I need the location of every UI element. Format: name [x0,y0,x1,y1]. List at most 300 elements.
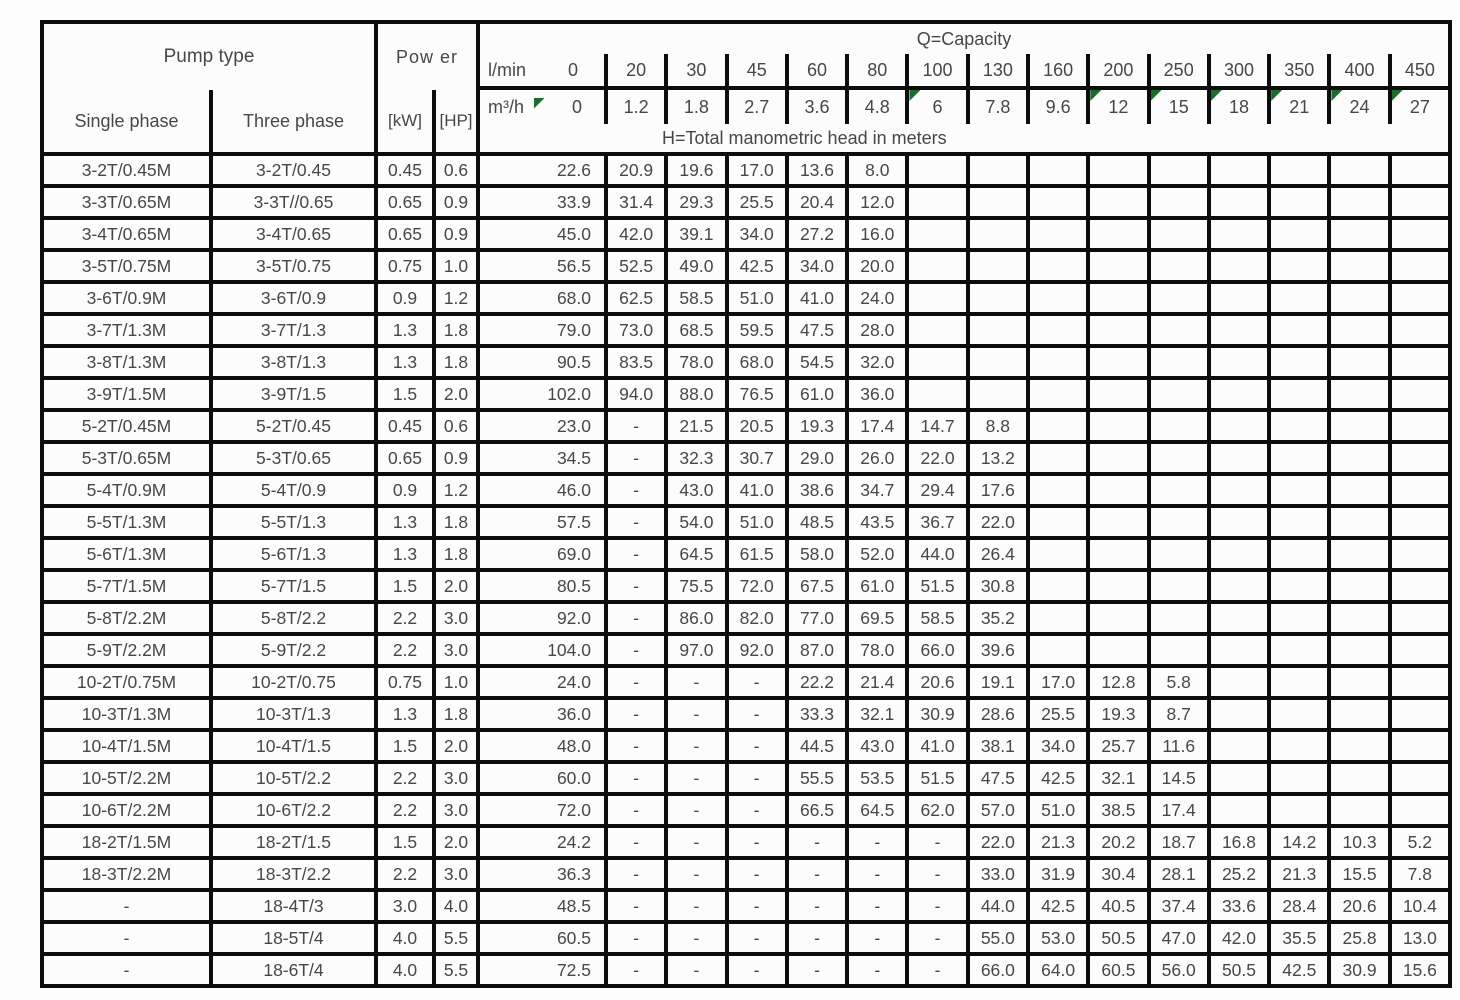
kw-cell: 1.3 [374,344,432,376]
head-value-cell: 57.5 [476,504,604,536]
head-value-cell [966,216,1026,248]
single-phase-cell: 3-9T/1.5M [44,376,209,408]
kw-cell: 1.5 [374,568,432,600]
head-value-cell: 24.0 [845,280,905,312]
head-value-cell: 78.0 [664,344,724,376]
head-value-cell: 76.5 [725,376,785,408]
head-value-cell: - [905,856,965,888]
head-value-cell [1267,536,1327,568]
kw-cell: 1.3 [374,536,432,568]
single-phase-cell: 5-4T/0.9M [44,472,209,504]
head-value-cell: 66.0 [905,632,965,664]
comment-flag-icon [1271,90,1282,101]
head-value-cell [966,152,1026,184]
hp-cell: 3.0 [432,792,476,824]
m3h-value-14: 27 [1388,90,1448,124]
head-value-cell [1388,600,1448,632]
comment-flag-icon [1392,90,1403,101]
single-phase-cell: - [44,952,209,984]
head-value-cell: 94.0 [604,376,664,408]
head-value-cell: 13.6 [785,152,845,184]
three-phase-cell: 5-2T/0.45 [209,408,374,440]
kw-cell: 3.0 [374,888,432,920]
head-value-cell [1147,440,1207,472]
head-value-cell: 31.9 [1026,856,1086,888]
head-value-cell [1267,792,1327,824]
kw-cell: 0.75 [374,248,432,280]
head-value-cell: 32.1 [845,696,905,728]
head-value-cell: 26.4 [966,536,1026,568]
lmin-value-3: 45 [725,54,785,90]
head-value-cell: 75.5 [664,568,724,600]
head-value-cell: 60.5 [476,920,604,952]
head-value-cell [1327,280,1387,312]
single-phase-cell: 3-4T/0.65M [44,216,209,248]
head-value-cell [1267,504,1327,536]
head-value-cell [1026,504,1086,536]
head-value-cell [1207,760,1267,792]
three-phase-cell: 10-6T/2.2 [209,792,374,824]
head-value-cell: 18.7 [1147,824,1207,856]
three-phase-cell: 5-7T/1.5 [209,568,374,600]
head-value-cell [1086,376,1146,408]
head-value-cell: 50.5 [1207,952,1267,984]
head-value-cell: 38.5 [1086,792,1146,824]
head-value-cell [1147,600,1207,632]
kw-cell: 0.45 [374,152,432,184]
head-value-cell: 26.0 [845,440,905,472]
single-phase-cell: 5-8T/2.2M [44,600,209,632]
head-value-cell [1388,216,1448,248]
hp-cell: 1.0 [432,664,476,696]
head-value-cell [1207,440,1267,472]
head-value-cell: 42.5 [725,248,785,280]
head-value-cell: 20.9 [604,152,664,184]
head-value-cell [1267,632,1327,664]
m3h-value-6: 6 [905,90,965,124]
head-value-cell: 44.0 [966,888,1026,920]
head-value-cell [1267,568,1327,600]
head-value-cell: 29.4 [905,472,965,504]
comment-flag-icon [1090,90,1101,101]
head-value-cell: 30.9 [905,696,965,728]
head-value-cell [1267,184,1327,216]
head-value-cell: 82.0 [725,600,785,632]
kw-cell: 4.0 [374,952,432,984]
head-value-cell [1147,216,1207,248]
head-value-cell: 58.5 [905,600,965,632]
head-value-cell [1086,440,1146,472]
head-value-cell [1388,792,1448,824]
three-phase-cell: 3-2T/0.45 [209,152,374,184]
head-value-cell: 21.3 [1267,856,1327,888]
head-value-cell: 25.2 [1207,856,1267,888]
head-value-cell [1388,408,1448,440]
head-value-cell [1026,248,1086,280]
hp-cell: 1.2 [432,472,476,504]
head-value-cell: 27.2 [785,216,845,248]
head-value-cell: 46.0 [476,472,604,504]
head-value-cell [1147,312,1207,344]
kw-cell: 1.3 [374,696,432,728]
lmin-value-11: 300 [1207,54,1267,90]
head-value-cell: 55.0 [966,920,1026,952]
head-value-cell: 25.7 [1086,728,1146,760]
head-value-cell: 15.5 [1327,856,1387,888]
head-value-cell: 52.0 [845,536,905,568]
head-value-cell: 61.5 [725,536,785,568]
head-value-cell [1327,728,1387,760]
head-value-cell: - [725,696,785,728]
single-phase-cell: 3-7T/1.3M [44,312,209,344]
head-value-cell: - [785,824,845,856]
head-value-cell: 20.6 [1327,888,1387,920]
head-value-cell: - [664,760,724,792]
head-value-cell: 38.6 [785,472,845,504]
head-value-cell: 16.0 [845,216,905,248]
head-value-cell [1327,760,1387,792]
head-value-cell: - [604,792,664,824]
head-value-cell: 51.0 [725,280,785,312]
kw-cell: 1.5 [374,728,432,760]
head-value-cell: 51.5 [905,568,965,600]
head-value-cell [1026,472,1086,504]
head-value-cell [966,280,1026,312]
head-value-cell: 97.0 [664,632,724,664]
hp-cell: 1.0 [432,248,476,280]
head-value-cell: 34.5 [476,440,604,472]
head-value-cell: 53.5 [845,760,905,792]
head-value-cell: 40.5 [1086,888,1146,920]
head-value-cell [1267,152,1327,184]
head-value-cell: 54.5 [785,344,845,376]
kw-cell: 1.3 [374,504,432,536]
head-value-cell: 16.8 [1207,824,1267,856]
head-value-cell [1086,312,1146,344]
head-value-cell [1147,408,1207,440]
head-value-cell: 64.5 [845,792,905,824]
head-value-cell [1026,632,1086,664]
m3h-value-2: 1.8 [664,90,724,124]
single-phase-cell: 3-8T/1.3M [44,344,209,376]
head-value-cell [1327,472,1387,504]
head-value-cell: 64.0 [1026,952,1086,984]
head-value-cell [1147,536,1207,568]
head-value-cell [905,280,965,312]
head-value-cell: - [845,952,905,984]
kw-cell: 0.65 [374,184,432,216]
lmin-value-9: 200 [1086,54,1146,90]
head-value-cell [1086,248,1146,280]
head-value-cell: 5.2 [1388,824,1448,856]
head-value-cell [1086,408,1146,440]
kw-cell: 0.65 [374,216,432,248]
head-value-cell: 30.8 [966,568,1026,600]
three-phase-cell: 5-3T/0.65 [209,440,374,472]
head-value-cell: 22.0 [966,504,1026,536]
kw-cell: 0.75 [374,664,432,696]
head-value-cell: - [905,920,965,952]
head-value-cell [1207,568,1267,600]
head-value-cell: 72.0 [725,568,785,600]
head-value-cell: 28.6 [966,696,1026,728]
head-value-cell: 62.5 [604,280,664,312]
head-value-cell: 51.0 [1026,792,1086,824]
hp-cell: 0.9 [432,440,476,472]
kw-cell: 2.2 [374,600,432,632]
head-value-cell: 36.7 [905,504,965,536]
head-value-cell [1207,728,1267,760]
head-value-cell: 37.4 [1147,888,1207,920]
head-value-cell: 33.3 [785,696,845,728]
head-value-cell: - [845,824,905,856]
head-value-cell: 11.6 [1147,728,1207,760]
head-value-cell: 36.0 [845,376,905,408]
head-value-cell: - [664,952,724,984]
head-value-cell: - [725,824,785,856]
head-value-cell: 66.5 [785,792,845,824]
head-value-cell: 14.7 [905,408,965,440]
head-value-cell: 45.0 [476,216,604,248]
head-value-cell: 29.3 [664,184,724,216]
lmin-value-2: 30 [664,54,724,90]
head-value-cell: - [604,600,664,632]
head-value-cell [1026,568,1086,600]
head-value-cell [1388,344,1448,376]
head-value-cell: 35.5 [1267,920,1327,952]
hp-cell: 1.8 [432,536,476,568]
head-value-cell [1267,216,1327,248]
hp-cell: 3.0 [432,856,476,888]
head-value-cell: - [664,920,724,952]
head-value-cell [1267,280,1327,312]
head-value-cell: 34.0 [1026,728,1086,760]
head-value-cell: 30.7 [725,440,785,472]
three-phase-cell: 10-5T/2.2 [209,760,374,792]
head-value-cell [1388,536,1448,568]
single-phase-cell: 3-2T/0.45M [44,152,209,184]
head-value-cell: 47.0 [1147,920,1207,952]
head-value-cell [1327,536,1387,568]
single-phase-cell: - [44,920,209,952]
head-value-cell [1026,312,1086,344]
head-value-cell: - [604,408,664,440]
head-value-cell: 61.0 [845,568,905,600]
head-value-cell: 43.0 [845,728,905,760]
head-value-cell: 51.0 [725,504,785,536]
m3h-value-11: 18 [1207,90,1267,124]
hp-cell: 1.2 [432,280,476,312]
head-value-cell [1207,472,1267,504]
three-phase-column-header: Three phase [209,90,374,152]
head-value-cell [1147,152,1207,184]
head-value-cell [1086,536,1146,568]
head-value-cell: 24.0 [476,664,604,696]
pump-specification-table [40,20,1452,988]
head-value-cell [1388,440,1448,472]
head-value-cell: 13.0 [1388,920,1448,952]
head-value-cell [1388,728,1448,760]
head-value-cell: 49.0 [664,248,724,280]
head-value-cell: 42.5 [1026,888,1086,920]
comment-flag-icon [534,98,545,109]
m3h-value-4: 3.6 [785,90,845,124]
lmin-value-10: 250 [1147,54,1207,90]
hp-unit-header: [HP] [432,90,476,152]
single-phase-cell: - [44,888,209,920]
head-value-cell [1327,184,1387,216]
hp-cell: 5.5 [432,920,476,952]
hp-cell: 5.5 [432,952,476,984]
head-value-cell: 23.0 [476,408,604,440]
head-value-cell: - [725,728,785,760]
head-value-cell [1026,216,1086,248]
head-value-cell [966,376,1026,408]
three-phase-cell: 3-3T//0.65 [209,184,374,216]
head-value-cell [1327,696,1387,728]
lmin-value-4: 60 [785,54,845,90]
head-value-cell [1147,184,1207,216]
head-value-cell: 20.4 [785,184,845,216]
three-phase-cell: 5-6T/1.3 [209,536,374,568]
head-value-cell [1388,248,1448,280]
head-value-cell: 36.3 [476,856,604,888]
head-value-cell: 54.0 [664,504,724,536]
three-phase-cell: 18-3T/2.2 [209,856,374,888]
kw-cell: 2.2 [374,856,432,888]
m3h-header-cell [476,90,604,124]
head-value-cell: - [664,824,724,856]
head-value-cell [1267,696,1327,728]
three-phase-cell: 18-6T/4 [209,952,374,984]
head-value-cell: - [604,440,664,472]
three-phase-cell: 5-4T/0.9 [209,472,374,504]
head-value-cell: 47.5 [785,312,845,344]
m3h-value-13: 24 [1327,90,1387,124]
single-phase-cell: 10-6T/2.2M [44,792,209,824]
head-value-cell [1207,696,1267,728]
three-phase-cell: 3-7T/1.3 [209,312,374,344]
head-value-cell: 66.0 [966,952,1026,984]
lmin-value-13: 400 [1327,54,1387,90]
head-value-cell: 30.4 [1086,856,1146,888]
lmin-value-8: 160 [1026,54,1086,90]
head-value-cell [905,152,965,184]
head-value-cell: 20.0 [845,248,905,280]
head-value-cell [1026,184,1086,216]
head-value-cell [1388,184,1448,216]
head-value-cell: 34.0 [785,248,845,280]
head-value-cell [1327,312,1387,344]
head-value-cell [1327,408,1387,440]
hp-cell: 3.0 [432,760,476,792]
head-value-cell: 48.0 [476,728,604,760]
hp-cell: 0.9 [432,184,476,216]
three-phase-cell: 5-8T/2.2 [209,600,374,632]
head-value-cell: 64.5 [664,536,724,568]
single-phase-cell: 18-2T/1.5M [44,824,209,856]
head-value-cell [1327,248,1387,280]
head-value-cell: 17.6 [966,472,1026,504]
head-value-cell [1207,504,1267,536]
head-value-cell [1267,664,1327,696]
single-phase-column-header: Single phase [74,110,179,131]
head-value-cell [1327,504,1387,536]
head-value-cell [1147,568,1207,600]
head-value-cell: 19.3 [785,408,845,440]
head-value-cell: 22.0 [905,440,965,472]
head-value-cell: 60.5 [1086,952,1146,984]
m3h-value-1: 1.2 [604,90,664,124]
head-value-cell: - [725,920,785,952]
hp-cell: 2.0 [432,568,476,600]
head-value-cell: 79.0 [476,312,604,344]
head-value-cell: - [845,856,905,888]
head-value-cell [1267,376,1327,408]
head-value-cell: 86.0 [664,600,724,632]
head-value-cell: 39.1 [664,216,724,248]
head-value-cell [1207,216,1267,248]
head-value-cell: - [604,920,664,952]
head-value-cell [1026,600,1086,632]
m3h-value-7: 7.8 [966,90,1026,124]
pump-type-header: Pump type [163,46,255,67]
lmin-header-cell [476,54,604,90]
head-value-cell [966,184,1026,216]
hp-cell: 0.9 [432,216,476,248]
hp-cell: 3.0 [432,632,476,664]
head-value-cell [1147,504,1207,536]
head-value-cell: - [785,920,845,952]
head-value-cell [966,248,1026,280]
head-value-cell: 28.4 [1267,888,1327,920]
m3h-value-3: 2.7 [725,90,785,124]
head-value-cell: 41.0 [725,472,785,504]
head-value-cell [1267,440,1327,472]
head-value-cell [1207,152,1267,184]
head-value-cell: - [604,504,664,536]
single-phase-cell: 5-7T/1.5M [44,568,209,600]
single-phase-cell: 5-2T/0.45M [44,408,209,440]
comment-flag-icon [909,90,920,101]
head-value-cell: - [604,664,664,696]
head-value-cell [1327,344,1387,376]
head-note: H=Total manometric head in meters [476,124,1448,152]
head-value-cell: - [604,952,664,984]
hp-cell: 1.8 [432,696,476,728]
comment-flag-icon [1331,90,1342,101]
head-value-cell: 22.6 [476,152,604,184]
head-value-cell: 92.0 [725,632,785,664]
head-value-cell [1327,664,1387,696]
kw-cell: 0.45 [374,408,432,440]
three-phase-cell: 3-5T/0.75 [209,248,374,280]
head-value-cell [1388,632,1448,664]
head-value-cell: 28.0 [845,312,905,344]
head-value-cell: 42.5 [1267,952,1327,984]
m3h-value-8: 9.6 [1026,90,1086,124]
head-value-cell [1026,280,1086,312]
head-value-cell: - [604,760,664,792]
head-value-cell [1207,312,1267,344]
head-value-cell: 8.8 [966,408,1026,440]
m3h-label: m³/h [488,96,524,117]
head-value-cell [1207,344,1267,376]
single-phase-cell: 5-3T/0.65M [44,440,209,472]
head-value-cell [1086,568,1146,600]
head-value-cell: - [785,952,845,984]
m3h-value-12: 21 [1267,90,1327,124]
